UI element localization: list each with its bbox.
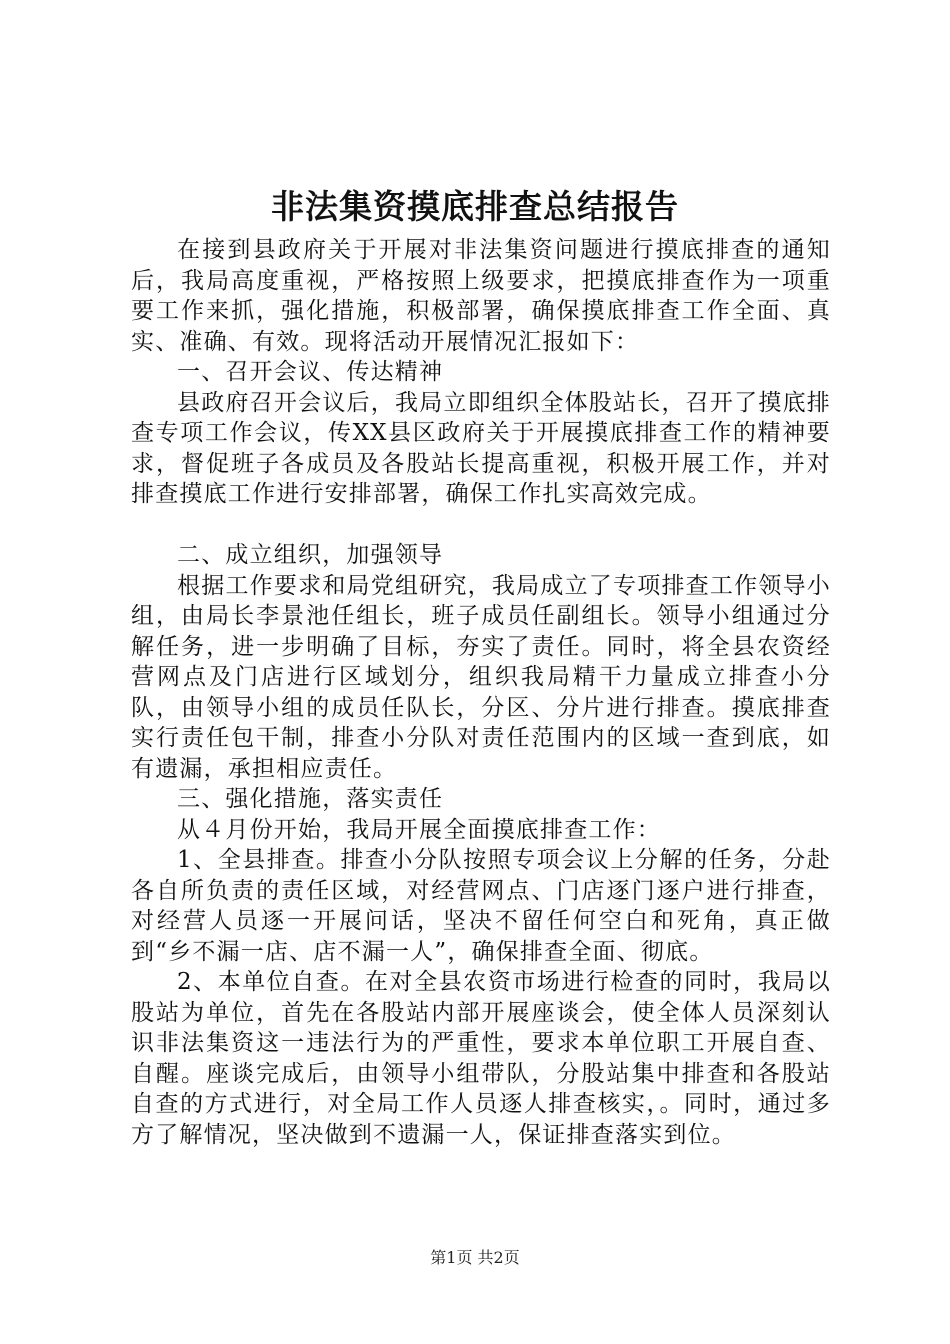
document-title: 非法集资摸底排查总结报告 [271, 187, 679, 226]
section-3-item-2: 2、本单位自查。在对全县农资市场进行检查的同时，我局以股站为单位，首先在各股站内部开展座谈会，使全体人员深刻认识非法集资这一违法行为的严重性，要求本单位职工开展自查、自醒。座谈完成后，由领导小组带队，分股站集中排查和各股站自查的方式进行，对全局工作人员逐人排查核实，。同时，通过多方了解情况，坚决做到不遗漏一人，保证排查落实到位。 [131, 969, 831, 1148]
section-heading-1: 一、召开会议、传达精神 [177, 359, 444, 385]
document-body [131, 235, 831, 1150]
intro-paragraph: 在接到县政府关于开展对非法集资问题进行摸底排查的通知后，我局高度重视，严格按照上级要求，把摸底排查作为一项重要工作来抓，强化措施，积极部署，确保摸底排查工作全面、真实、准确、有效。现将活动开展情况汇报如下： [131, 237, 831, 355]
paragraph-gap [131, 510, 831, 541]
section-heading-2: 二、成立组织，加强领导 [177, 542, 444, 568]
page-footer: 第1页 共2页 [430, 1248, 520, 1267]
section-heading-3: 三、强化措施，落实责任 [177, 786, 444, 812]
section-2-paragraph: 根据工作要求和局党组研究，我局成立了专项排查工作领导小组，由局长李景池任组长，班子成员任副组长。领导小组通过分解任务，进一步明确了目标，夯实了责任。同时，将全县农资经营网点及门店进行区域划分，组织我局精干力量成立排查小分队，由领导小组的成员任队长，分区、分片进行排查。摸底排查实行责任包干制，排查小分队对责任范围内的区域一查到底，如有遗漏，承担相应责任。 [131, 572, 831, 782]
section-1-paragraph: 县政府召开会议后，我局立即组织全体股站长，召开了摸底排查专项工作会议，传XX县区政府关于开展摸底排查工作的精神要求，督促班子各成员及各股站长提高重视，积极开展工作，并对排查摸底工作进行安排部署，确保工作扎实高效完成。 [131, 389, 831, 507]
section-3-intro: 从４月份开始，我局开展全面摸底排查工作： [177, 816, 661, 843]
section-3-item-1: 1、全县排查。排查小分队按照专项会议上分解的任务，分赴各自所负责的责任区域，对经营网点、门店逐门逐户进行排查，对经营人员逐一开展问话，坚决不留任何空白和死角，真正做到“乡不漏一店、店不漏一人”，确保排查全面、彻底。 [131, 847, 831, 965]
